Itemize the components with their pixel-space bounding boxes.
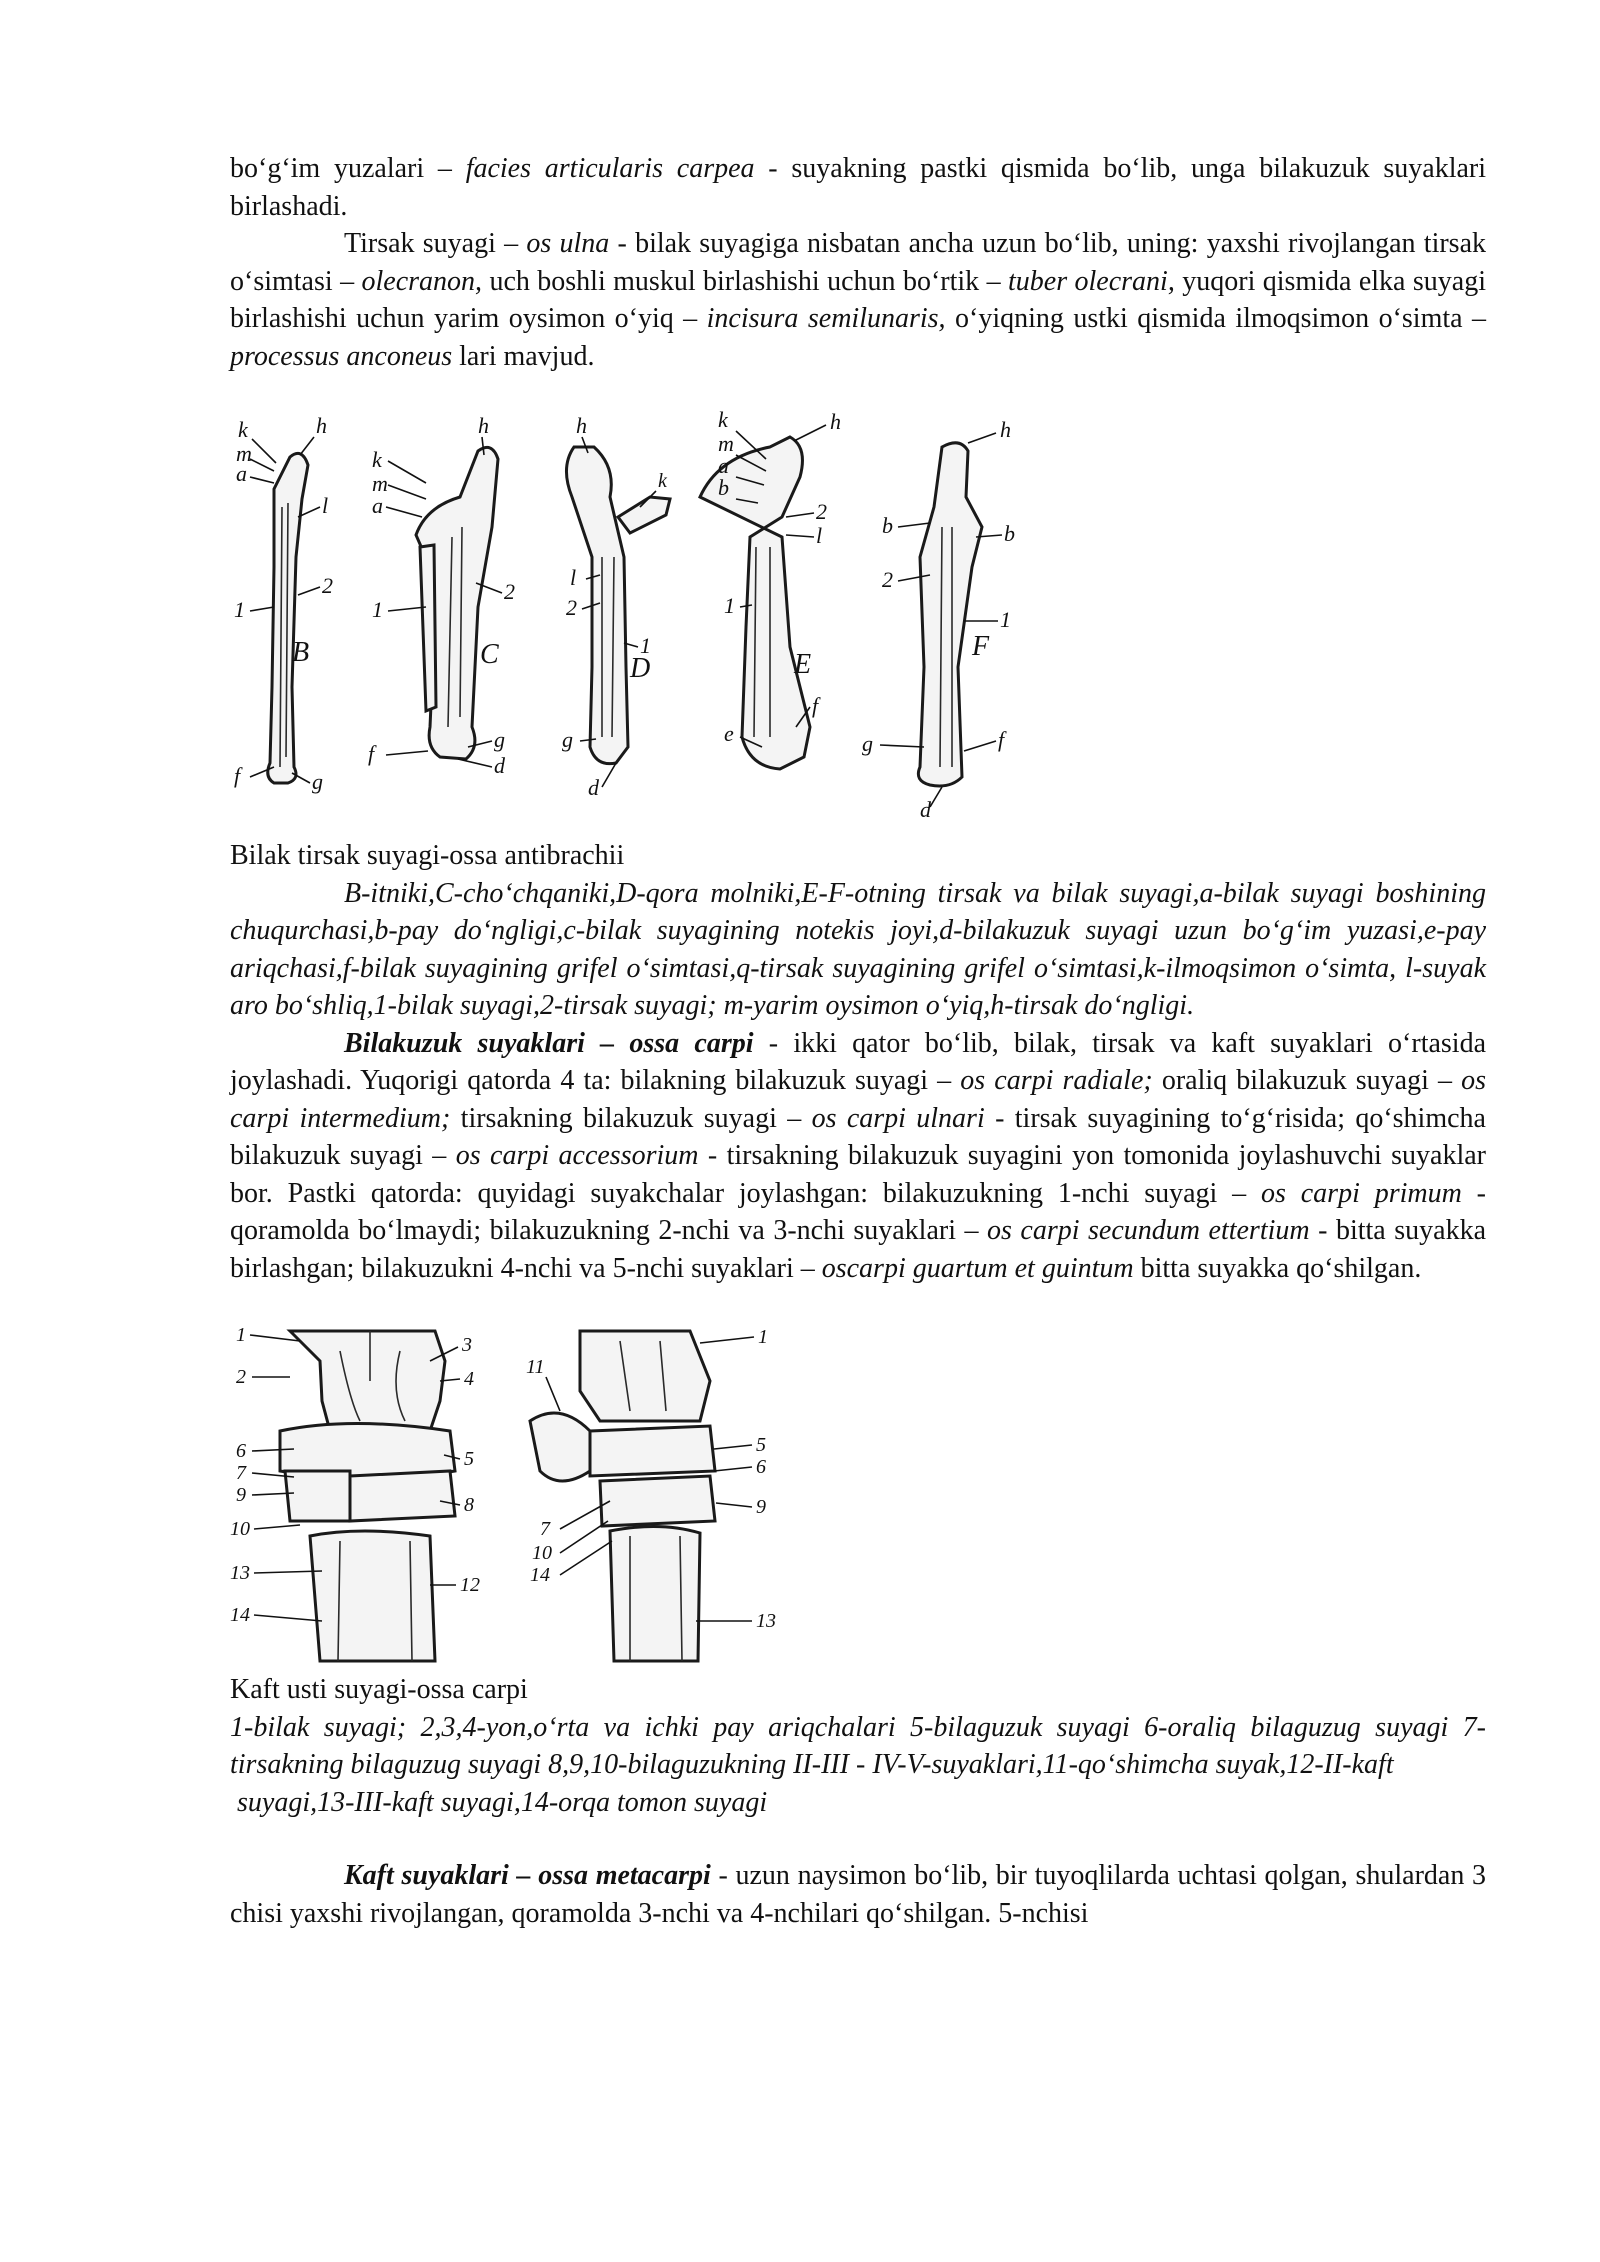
label-l: l xyxy=(570,565,577,590)
label-13: 13 xyxy=(230,1562,250,1584)
figure1-caption-title: Bilak tirsak suyagi-ossa antibrachii xyxy=(230,840,625,871)
label-a: a xyxy=(718,453,729,478)
label-10: 10 xyxy=(532,1542,552,1564)
label-1: 1 xyxy=(758,1326,768,1348)
carpus-side-view xyxy=(526,1326,776,1661)
label-8: 8 xyxy=(464,1494,474,1516)
label-h: h xyxy=(316,413,327,438)
bone-pig xyxy=(368,413,515,778)
carpus-front-view xyxy=(230,1324,480,1661)
label-2: 2 xyxy=(322,573,333,598)
document-page xyxy=(230,150,1486,1932)
label-k: k xyxy=(718,407,728,432)
bone-horse-medial xyxy=(862,417,1015,822)
label-9: 9 xyxy=(756,1496,766,1518)
paragraph-metacarpi: Kaft suyaklari – ossa metacarpi - uzun naysimon bo‘lib, bir tuyoqlilarda uchtasi qolgan, shulardan 3 chisi yaxshi rivojlangan, qoramolda 3-nchi va 4-nchilari qo‘shilgan. 5-nchisi xyxy=(230,1860,1487,1929)
label-10: 10 xyxy=(230,1518,250,1540)
bone-cow xyxy=(562,413,670,800)
label-4: 4 xyxy=(464,1368,474,1390)
label-f: f xyxy=(812,693,819,718)
label-b: b xyxy=(1004,521,1015,546)
label-2: 2 xyxy=(882,567,893,592)
paragraph-ulna: Tirsak suyagi – os ulna - bilak suyagiga nisbatan ancha uzun bo‘lib, uning: yaxshi rivojlangan tirsak o‘simtasi – olecranon, uch boshli muskul birlashishi uchun bo‘rtik – tuber olecrani, yuqori qismida elka suyagi birlashishi uchun yarim oysimon o‘yiq – incisura semilunaris, o‘yiqning ustki qismida ilmoqsimon o‘simta – processus anconeus lari mavjud. xyxy=(230,228,1486,372)
label-g: g xyxy=(312,769,323,794)
label-3: 3 xyxy=(462,1334,472,1356)
label-g: g xyxy=(862,731,873,756)
paragraph-carpi: Bilakuzuk suyaklari – ossa carpi - ikki qator bo‘lib, bilak, tirsak va kaft suyaklari o‘rtasida joylashadi. Yuqorigi qatorda 4 ta: bilakning bilakuzuk suyagi – os carpi radiale; oraliq bilakuzuk suyagi – os carpi intermedium; tirsakning bilakuzuk suyagi – os carpi ulnari - tirsak suyagining to‘g‘risida; qo‘shimcha bilakuzuk suyagi – os carpi accessorium - tirsakning bilakuzuk suyagini yon tomonida joylashuvchi suyaklar bor. Pastki qatorda: quyidagi suyakchalar joylashgan: bilakuzukning 1-nchi suyagi – os carpi primum - qoramolda bo‘lmaydi; bilakuzukning 2-nchi va 3-nchi suyaklari – os carpi secundum ettertium - bitta suyakka birlashgan; bilakuzukni 4-nchi va 5-nchi suyaklari – oscarpi guartum et guintum bitta suyakka qo‘shilgan. xyxy=(230,1027,1487,1284)
figure2-caption-line1: 1-bilak suyagi; 2,3,4-yon,o‘rta va ichki pay ariqchalari 5-bilaguzuk suyagi 6-oraliq bilaguzug suyagi 7-tirsakning bilaguzug suyagi 8,9,10-bilaguzukning II-III - IV-V-suyaklari,11-qo‘shimcha suyak,12-II-kaft xyxy=(230,1711,1486,1780)
label-11: 11 xyxy=(526,1356,545,1378)
label-1: 1 xyxy=(234,597,245,622)
label-1: 1 xyxy=(724,593,735,618)
label-l: l xyxy=(322,493,329,518)
label-B: B xyxy=(292,637,310,668)
label-g: g xyxy=(494,727,505,752)
label-1: 1 xyxy=(1000,607,1011,632)
label-d: d xyxy=(494,753,505,778)
label-F: F xyxy=(972,631,990,662)
paragraph-facies: bo‘g‘im yuzalari – facies articularis carpea - suyakning pastki qismida bo‘lib, unga bilakuzuk suyaklari birlashadi. xyxy=(230,153,1487,222)
label-f: f xyxy=(234,763,241,788)
carpal-bones-illustration xyxy=(230,1321,790,1671)
label-E: E xyxy=(794,649,812,680)
label-1: 1 xyxy=(236,1324,246,1346)
label-14: 14 xyxy=(230,1604,250,1626)
label-D: D xyxy=(630,653,651,684)
label-1: 1 xyxy=(640,633,651,658)
label-5: 5 xyxy=(464,1448,474,1470)
label-a: a xyxy=(372,493,383,518)
label-k: k xyxy=(238,417,248,442)
label-f: f xyxy=(368,741,375,766)
label-C: C xyxy=(480,639,499,670)
bone-dog xyxy=(234,413,333,794)
label-h: h xyxy=(478,413,489,438)
label-2: 2 xyxy=(236,1366,246,1388)
label-h: h xyxy=(830,409,841,434)
label-9: 9 xyxy=(236,1484,246,1506)
label-g: g xyxy=(562,727,573,752)
label-12: 12 xyxy=(460,1574,480,1596)
label-2: 2 xyxy=(504,579,515,604)
label-14: 14 xyxy=(530,1564,550,1586)
label-13: 13 xyxy=(756,1610,776,1632)
label-m: m xyxy=(236,441,252,466)
label-m: m xyxy=(718,431,734,456)
figure1-caption-body: B-itniki,C-cho‘chqaniki,D-qora molniki,E-F-otning tirsak va bilak suyagi,a-bilak suyagi boshining chuqurchasi,b-pay do‘ngligi,c-bilak suyagining notekis joyi,d-bilakuzuk suyagi uzun bo‘g‘im yuzasi,e-pay ariqchasi,f-bilak suyagining grifel o‘simtasi,q-tirsak suyagining grifel o‘simtasi,k-ilmoqsimon o‘simta, l-suyak aro bo‘shliq,1-bilak suyagi,2-tirsak suyagi; m-yarim oysimon o‘yiq,h-tirsak do‘ngligi. xyxy=(230,877,1486,1021)
bone-horse-lateral xyxy=(700,407,841,769)
label-6: 6 xyxy=(756,1456,766,1478)
label-b: b xyxy=(718,475,729,500)
label-b: b xyxy=(882,513,893,538)
carpal-bones-figure xyxy=(230,1321,1486,1671)
label-6: 6 xyxy=(236,1440,246,1462)
label-2: 2 xyxy=(816,499,827,524)
label-f: f xyxy=(998,727,1005,752)
label-m: m xyxy=(372,471,388,496)
label-1: 1 xyxy=(372,597,383,622)
label-2: 2 xyxy=(566,595,577,620)
label-e: e xyxy=(724,721,734,746)
label-7: 7 xyxy=(540,1518,550,1540)
label-d: d xyxy=(920,797,931,822)
label-h: h xyxy=(1000,417,1011,442)
label-k: k xyxy=(372,447,382,472)
forearm-bones-figure xyxy=(230,407,1486,837)
figure2-caption-line2: suyagi,13-III-kaft suyagi,14-orqa tomon suyagi xyxy=(230,1786,768,1818)
label-5: 5 xyxy=(756,1434,766,1456)
label-k: k xyxy=(658,470,667,492)
figure2-caption-title: Kaft usti suyagi-ossa carpi xyxy=(230,1674,528,1705)
label-7: 7 xyxy=(236,1462,246,1484)
forearm-bones-illustration xyxy=(230,407,1060,837)
label-h: h xyxy=(576,413,587,438)
label-d: d xyxy=(588,775,599,800)
label-l: l xyxy=(816,523,823,548)
label-a: a xyxy=(236,461,247,486)
